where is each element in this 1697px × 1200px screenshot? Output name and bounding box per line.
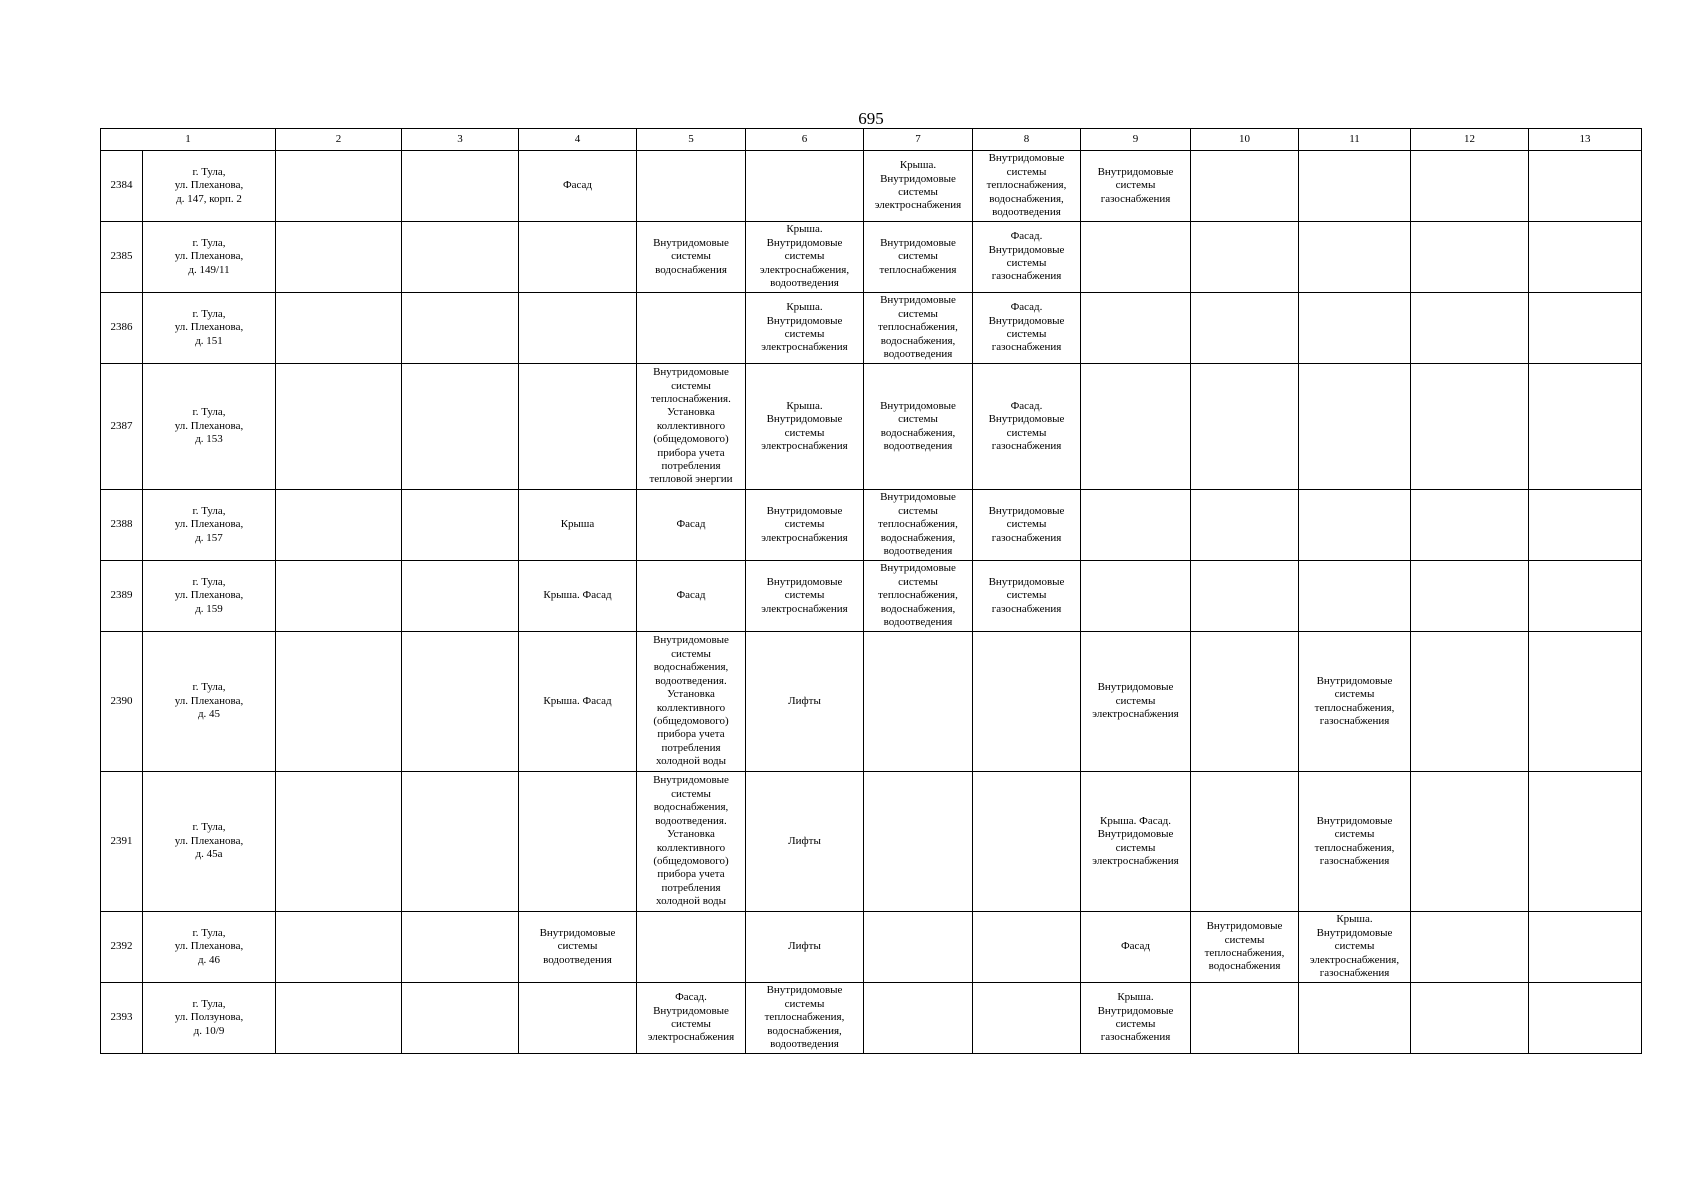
work-cell: Крыша — [519, 490, 637, 561]
work-cell — [1529, 490, 1642, 561]
table-row — [101, 222, 1642, 293]
page-number: 695 — [858, 109, 884, 128]
work-cell — [276, 293, 402, 364]
address-cell: г. Тула, ул. Плеханова, д. 159 — [143, 561, 276, 632]
work-cell — [519, 772, 637, 912]
address-cell: г. Тула, ул. Ползунова, д. 10/9 — [143, 983, 276, 1054]
work-cell: Крыша. Внутридомовые системы электроснабжения — [864, 151, 973, 222]
work-cell — [1411, 983, 1529, 1054]
work-cell: Крыша. Внутридомовые системы электроснабжения, водоотведения — [746, 222, 864, 293]
work-cell — [1411, 490, 1529, 561]
work-cell — [1191, 983, 1299, 1054]
table-row — [101, 912, 1642, 983]
address-cell: г. Тула, ул. Плеханова, д. 45а — [143, 772, 276, 912]
work-cell — [276, 222, 402, 293]
work-cell — [1529, 151, 1642, 222]
address-cell: г. Тула, ул. Плеханова, д. 45 — [143, 632, 276, 772]
work-cell: Фасад — [637, 561, 746, 632]
work-cell — [973, 983, 1081, 1054]
work-cell — [1529, 561, 1642, 632]
row-number: 2388 — [101, 490, 143, 561]
work-cell: Внутридомовые системы теплоснабжения, водоснабжения, водоотведения — [973, 151, 1081, 222]
work-cell — [402, 364, 519, 490]
work-cell: Внутридомовые системы теплоснабжения, водоснабжения, водоотведения — [864, 293, 973, 364]
work-cell — [637, 912, 746, 983]
column-header: 12 — [1411, 129, 1529, 151]
column-number-header — [101, 129, 1642, 151]
work-cell — [1299, 983, 1411, 1054]
row-number: 2391 — [101, 772, 143, 912]
work-cell — [1529, 222, 1642, 293]
work-cell — [1529, 293, 1642, 364]
work-cell: Фасад. Внутридомовые системы газоснабжения — [973, 222, 1081, 293]
table-row — [101, 561, 1642, 632]
work-cell: Фасад — [1081, 912, 1191, 983]
table-row — [101, 364, 1642, 490]
work-cell — [1191, 293, 1299, 364]
table-row — [101, 490, 1642, 561]
work-cell: Внутридомовые системы газоснабжения — [973, 490, 1081, 561]
work-cell: Лифты — [746, 912, 864, 983]
row-number: 2390 — [101, 632, 143, 772]
work-cell: Внутридомовые системы теплоснабжения, водоснабжения, водоотведения — [746, 983, 864, 1054]
work-cell — [1411, 632, 1529, 772]
row-number: 2393 — [101, 983, 143, 1054]
work-cell — [276, 490, 402, 561]
column-header: 4 — [519, 129, 637, 151]
work-cell — [1191, 151, 1299, 222]
work-cell — [1411, 364, 1529, 490]
work-cell: Внутридомовые системы электроснабжения — [1081, 632, 1191, 772]
table-row — [101, 151, 1642, 222]
column-header: 6 — [746, 129, 864, 151]
work-cell — [864, 912, 973, 983]
work-cell: Внутридомовые системы электроснабжения — [746, 490, 864, 561]
work-cell — [1299, 293, 1411, 364]
work-cell — [864, 772, 973, 912]
row-number: 2385 — [101, 222, 143, 293]
work-cell — [1411, 293, 1529, 364]
work-cell: Фасад. Внутридомовые системы электроснабжения — [637, 983, 746, 1054]
work-cell: Внутридомовые системы водоотведения — [519, 912, 637, 983]
work-cell — [402, 222, 519, 293]
work-cell: Крыша. Внутридомовые системы электроснабжения — [746, 364, 864, 490]
column-header: 8 — [973, 129, 1081, 151]
work-cell — [1081, 364, 1191, 490]
column-header: 1 — [101, 129, 276, 151]
work-cell: Внутридомовые системы газоснабжения — [1081, 151, 1191, 222]
address-cell: г. Тула, ул. Плеханова, д. 151 — [143, 293, 276, 364]
work-cell — [1191, 364, 1299, 490]
work-cell: Внутридомовые системы теплоснабжения. Установка коллективного (общедомового) прибора учета потребления тепловой энергии — [637, 364, 746, 490]
work-cell — [1299, 490, 1411, 561]
work-cell: Фасад — [519, 151, 637, 222]
work-cell — [1081, 293, 1191, 364]
work-cell — [276, 772, 402, 912]
header-row — [101, 129, 1642, 151]
work-cell — [276, 561, 402, 632]
table-body — [101, 151, 1642, 1054]
work-cell: Крыша. Внутридомовые системы электроснабжения, газоснабжения — [1299, 912, 1411, 983]
work-cell: Фасад — [637, 490, 746, 561]
work-cell — [637, 293, 746, 364]
row-number: 2386 — [101, 293, 143, 364]
column-header: 9 — [1081, 129, 1191, 151]
work-cell — [276, 151, 402, 222]
work-cell — [973, 632, 1081, 772]
work-cell — [1411, 222, 1529, 293]
address-cell: г. Тула, ул. Плеханова, д. 147, корп. 2 — [143, 151, 276, 222]
column-header: 13 — [1529, 129, 1642, 151]
work-cell — [1411, 912, 1529, 983]
work-cell — [1191, 772, 1299, 912]
work-cell — [1191, 632, 1299, 772]
work-cell — [1191, 561, 1299, 632]
work-cell — [1191, 490, 1299, 561]
address-cell: г. Тула, ул. Плеханова, д. 153 — [143, 364, 276, 490]
work-cell — [1411, 772, 1529, 912]
work-cell — [276, 983, 402, 1054]
work-cell: Внутридомовые системы электроснабжения — [746, 561, 864, 632]
work-cell — [402, 293, 519, 364]
work-cell: Лифты — [746, 632, 864, 772]
work-cell — [1299, 222, 1411, 293]
table-row — [101, 772, 1642, 912]
row-number: 2389 — [101, 561, 143, 632]
work-cell — [1529, 912, 1642, 983]
work-cell: Внутридомовые системы теплоснабжения, водоснабжения, водоотведения — [864, 490, 973, 561]
address-cell: г. Тула, ул. Плеханова, д. 149/11 — [143, 222, 276, 293]
repair-schedule-table — [100, 128, 1642, 1054]
address-cell: г. Тула, ул. Плеханова, д. 46 — [143, 912, 276, 983]
work-cell — [519, 983, 637, 1054]
work-cell — [402, 490, 519, 561]
work-cell — [519, 222, 637, 293]
work-cell — [1411, 151, 1529, 222]
work-cell — [519, 293, 637, 364]
work-cell — [637, 151, 746, 222]
work-cell: Внутридомовые системы теплоснабжения, водоснабжения — [1191, 912, 1299, 983]
work-cell — [1529, 632, 1642, 772]
work-cell — [402, 561, 519, 632]
work-cell: Внутридомовые системы теплоснабжения, газоснабжения — [1299, 772, 1411, 912]
work-cell: Внутридомовые системы водоснабжения — [637, 222, 746, 293]
work-cell — [864, 632, 973, 772]
work-cell — [276, 912, 402, 983]
work-cell — [1529, 364, 1642, 490]
work-cell: Внутридомовые системы теплоснабжения, газоснабжения — [1299, 632, 1411, 772]
work-cell: Внутридомовые системы водоснабжения, водоотведения. Установка коллективного (общедомового) прибора учета потребления холодной воды — [637, 632, 746, 772]
work-cell — [276, 632, 402, 772]
work-cell: Внутридомовые системы теплоснабжения — [864, 222, 973, 293]
work-cell — [402, 632, 519, 772]
address-cell: г. Тула, ул. Плеханова, д. 157 — [143, 490, 276, 561]
work-cell — [746, 151, 864, 222]
work-cell: Крыша. Внутридомовые системы газоснабжения — [1081, 983, 1191, 1054]
work-cell — [519, 364, 637, 490]
work-cell — [402, 912, 519, 983]
work-cell — [402, 772, 519, 912]
work-cell — [1081, 222, 1191, 293]
work-cell — [1411, 561, 1529, 632]
work-cell — [1081, 490, 1191, 561]
work-cell: Внутридомовые системы газоснабжения — [973, 561, 1081, 632]
column-header: 3 — [402, 129, 519, 151]
work-cell — [1529, 772, 1642, 912]
table-row — [101, 632, 1642, 772]
work-cell: Крыша. Фасад. Внутридомовые системы электроснабжения — [1081, 772, 1191, 912]
work-cell — [402, 151, 519, 222]
work-cell: Фасад. Внутридомовые системы газоснабжения — [973, 293, 1081, 364]
work-cell — [1081, 561, 1191, 632]
row-number: 2384 — [101, 151, 143, 222]
column-header: 5 — [637, 129, 746, 151]
row-number: 2387 — [101, 364, 143, 490]
work-cell — [1299, 561, 1411, 632]
column-header: 2 — [276, 129, 402, 151]
work-cell: Внутридомовые системы теплоснабжения, водоснабжения, водоотведения — [864, 561, 973, 632]
table-row — [101, 293, 1642, 364]
work-cell — [1529, 983, 1642, 1054]
column-header: 7 — [864, 129, 973, 151]
row-number: 2392 — [101, 912, 143, 983]
work-cell: Крыша. Внутридомовые системы электроснабжения — [746, 293, 864, 364]
work-cell — [276, 364, 402, 490]
work-cell — [1299, 364, 1411, 490]
table-row — [101, 983, 1642, 1054]
work-cell — [864, 983, 973, 1054]
work-cell — [1299, 151, 1411, 222]
work-cell — [973, 772, 1081, 912]
work-cell — [402, 983, 519, 1054]
work-cell: Крыша. Фасад — [519, 561, 637, 632]
work-cell: Внутридомовые системы водоснабжения, водоотведения. Установка коллективного (общедомового) прибора учета потребления холодной воды — [637, 772, 746, 912]
work-cell: Лифты — [746, 772, 864, 912]
column-header: 11 — [1299, 129, 1411, 151]
work-cell: Внутридомовые системы водоснабжения, водоотведения — [864, 364, 973, 490]
work-cell — [1191, 222, 1299, 293]
work-cell: Крыша. Фасад — [519, 632, 637, 772]
column-header: 10 — [1191, 129, 1299, 151]
work-cell: Фасад. Внутридомовые системы газоснабжения — [973, 364, 1081, 490]
work-cell — [973, 912, 1081, 983]
